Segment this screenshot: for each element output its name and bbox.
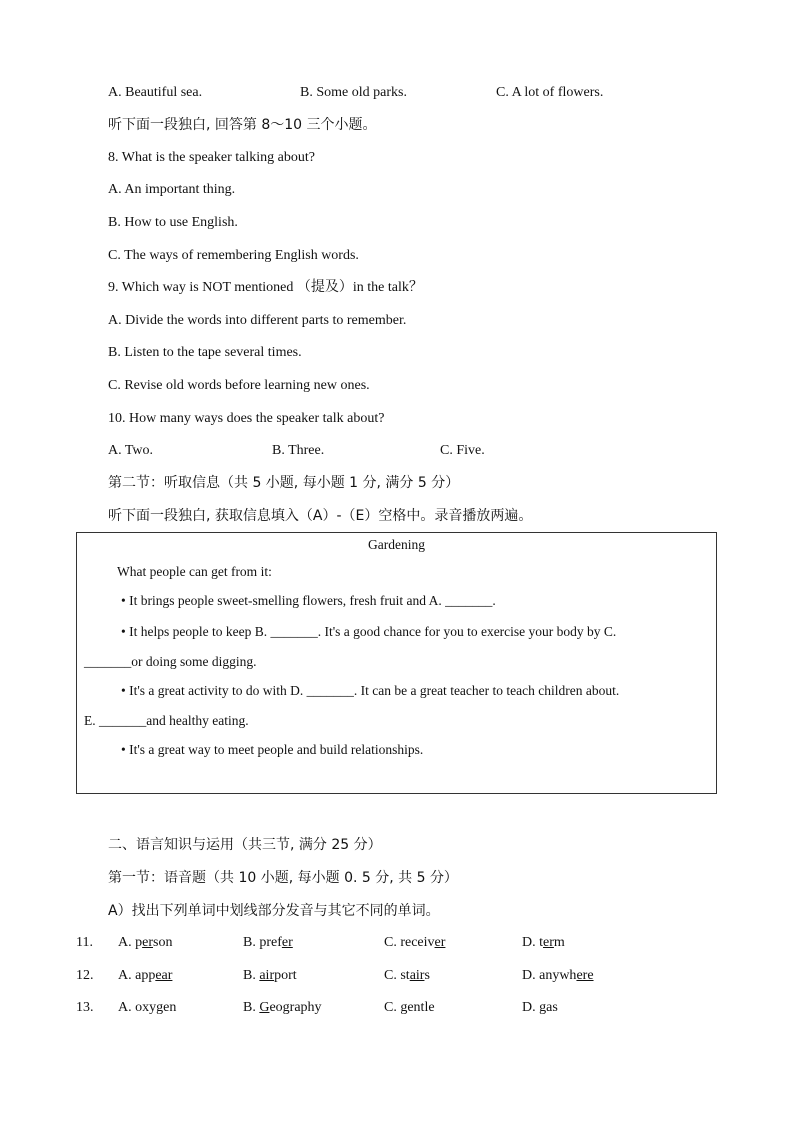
option-d: D. term [522, 935, 565, 950]
box-intro: What people can get from it: [117, 564, 272, 579]
option-b: B. prefer [243, 935, 293, 950]
q8-option-c: C. The ways of remembering English words. [108, 248, 359, 263]
option-7a: A. Beautiful sea. [108, 85, 203, 100]
box-title: Gardening [368, 537, 425, 552]
option-7c: C. A lot of flowers. [496, 85, 604, 100]
gardening-box [76, 532, 717, 794]
question-9: 9. Which way is NOT mentioned （提及）in the talk？ [108, 280, 423, 295]
question-number: 12. [76, 968, 94, 983]
box-bullet-2: • It helps people to keep B. _______. It's a good chance for you to exercise your body by C. [121, 624, 617, 639]
instruction-8-10: 听下面一段独白, 回答第 8～10 三个小题。 [108, 117, 377, 133]
box-bullet-4: • It's a great way to meet people and build relationships. [121, 742, 424, 757]
q10-option-a: A. Two. [108, 443, 154, 458]
box-bullet-3: • It's a great activity to do with D. _______. It can be a great teacher to teach children about. [121, 683, 620, 698]
option-a: A. appear [118, 968, 173, 983]
option-c: C. receiver [384, 935, 446, 950]
option-d: D. gas [522, 1000, 558, 1015]
q9-option-a: A. Divide the words into different parts to remember. [108, 313, 407, 328]
option-d: D. anywhere [522, 968, 594, 983]
question-number: 11. [76, 935, 93, 950]
option-a: A. person [118, 935, 173, 950]
question-10: 10. How many ways does the speaker talk about? [108, 411, 385, 426]
section2-title: 第二节：听取信息（共 5 小题, 每小题 1 分, 满分 5 分） [108, 475, 460, 491]
q10-option-b: B. Three. [272, 443, 325, 458]
question-8: 8. What is the speaker talking about? [108, 150, 315, 165]
option-a: A. oxygen [118, 1000, 177, 1015]
section2-instruction: 听下面一段独白, 获取信息填入（A）-（E）空格中。录音播放两遍。 [108, 508, 533, 524]
option-b: B. Geography [243, 1000, 322, 1015]
part2-title: 二、语言知识与运用（共三节, 满分 25 分） [108, 837, 382, 853]
option-b: B. airport [243, 968, 297, 983]
box-bullet-3-cont: E. _______and healthy eating. [84, 713, 249, 728]
part2-section1-instruction: A）找出下列单词中划线部分发音与其它不同的单词。 [108, 903, 440, 919]
box-bullet-2-cont: _______or doing some digging. [84, 654, 257, 669]
box-bullet-1: • It brings people sweet-smelling flowers, fresh fruit and A. _______. [121, 593, 496, 608]
q8-option-b: B. How to use English. [108, 215, 238, 230]
q9-option-b: B. Listen to the tape several times. [108, 345, 302, 360]
question-number: 13. [76, 1000, 94, 1015]
q9-option-c: C. Revise old words before learning new ones. [108, 378, 370, 393]
part2-section1-title: 第一节：语音题（共 10 小题, 每小题 0. 5 分, 共 5 分） [108, 870, 458, 886]
option-7b: B. Some old parks. [300, 85, 407, 100]
q8-option-a: A. An important thing. [108, 182, 236, 197]
option-c: C. gentle [384, 1000, 435, 1015]
q10-option-c: C. Five. [440, 443, 485, 458]
option-c: C. stairs [384, 968, 430, 983]
